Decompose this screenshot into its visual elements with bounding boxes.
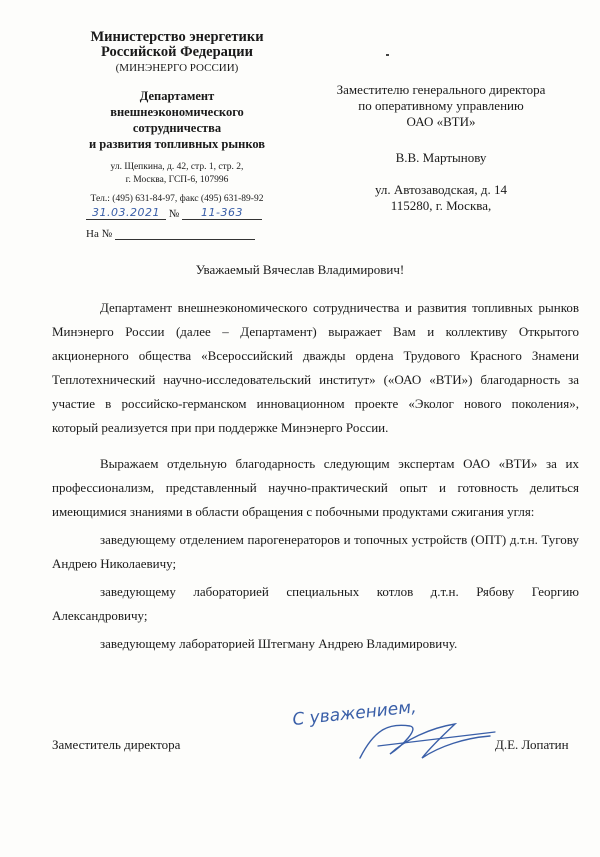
addressee-line1: Заместителю генерального директора <box>336 82 546 97</box>
registration-number: 11-363 <box>201 206 243 219</box>
registration-date-field <box>86 206 166 220</box>
department-line4: и развития топливных рынков <box>88 137 266 151</box>
reference-label: На № <box>86 228 113 240</box>
addressee-line3: ОАО «ВТИ» <box>406 114 476 129</box>
address-line2: г. Москва, ГСП-6, 107996 <box>125 175 229 185</box>
letter-body <box>52 296 579 656</box>
registration-number-label: № <box>168 208 180 220</box>
signatory-name: Д.Е. Лопатин <box>495 737 569 752</box>
handwritten-signature <box>290 688 500 768</box>
expert-item-1: заведующему отделением парогенераторов и топочных устройств (ОПТ) д.т.н. Тугову Андрею Николаевичу; <box>52 532 579 571</box>
reference-field <box>115 226 255 240</box>
handwritten-closing: С уважением, <box>291 697 418 731</box>
department-address <box>62 161 292 187</box>
addressee-line2: по оперативному управлению <box>358 98 524 113</box>
address-line1: ул. Щепкина, д. 42, стр. 1, стр. 2, <box>110 162 244 172</box>
ministry-name-line2: Российской Федерации <box>100 44 253 60</box>
registration-number-field <box>182 206 262 220</box>
expert-item-2: заведующему лабораторией специальных котлов д.т.н. Рябову Георгию Александровичу; <box>52 584 579 623</box>
signature-underline <box>378 732 495 746</box>
department-name <box>62 88 292 152</box>
ministry-name-line1: Министерство энергетики <box>90 29 264 45</box>
ministry-abbreviation: (МИНЭНЕРГО РОССИИ) <box>115 62 239 74</box>
expert-item-3: заведующему лабораторией Штегману Андрею Владимировичу. <box>100 636 458 651</box>
department-line2: внешнеэкономического <box>110 105 244 119</box>
body-paragraph-2: Выражаем отдельную благодарность следующим экспертам ОАО «ВТИ» за их профессионализм, представленный научно-практический опыт и готовность делиться имеющимися знаниями в области обращения с побочными продуктами сжигания угля: <box>52 456 579 519</box>
registration-line <box>86 206 262 220</box>
department-line3: сотрудничества <box>132 121 222 135</box>
addressee-street: ул. Автозаводская, д. 14 <box>374 182 508 197</box>
salutation: Уважаемый Вячеслав Владимирович! <box>195 262 405 277</box>
body-paragraph-1: Департамент внешнеэкономического сотрудничества и развития топливных рынков Минэнерго России (далее – Департамент) выражает Вам и коллективу Открытого акционерного общества «Всероссийский дважды ордена Трудового Красного Знамени Теплотехнический научно-исследовательский институт» («ОАО «ВТИ») благодарность за участие в российско-германском инновационном проекте «Эколог нового поколения», который реализуется при при поддержке Минэнерго России. <box>52 300 579 435</box>
addressee-city: 115280, г. Москва, <box>390 198 492 213</box>
addressee-name: В.В. Мартынову <box>395 150 487 165</box>
department-phone: Тел.: (495) 631-84-97, факс (495) 631-89-92 <box>90 194 264 204</box>
registration-date: 31.03.2021 <box>92 206 160 219</box>
signature-stroke <box>360 724 490 758</box>
addressee-block <box>310 82 572 214</box>
reference-line <box>86 226 255 240</box>
letterhead <box>62 30 292 206</box>
department-line1: Департамент <box>139 89 215 103</box>
signatory-title: Заместитель директора <box>52 737 181 752</box>
stray-mark <box>386 54 389 56</box>
